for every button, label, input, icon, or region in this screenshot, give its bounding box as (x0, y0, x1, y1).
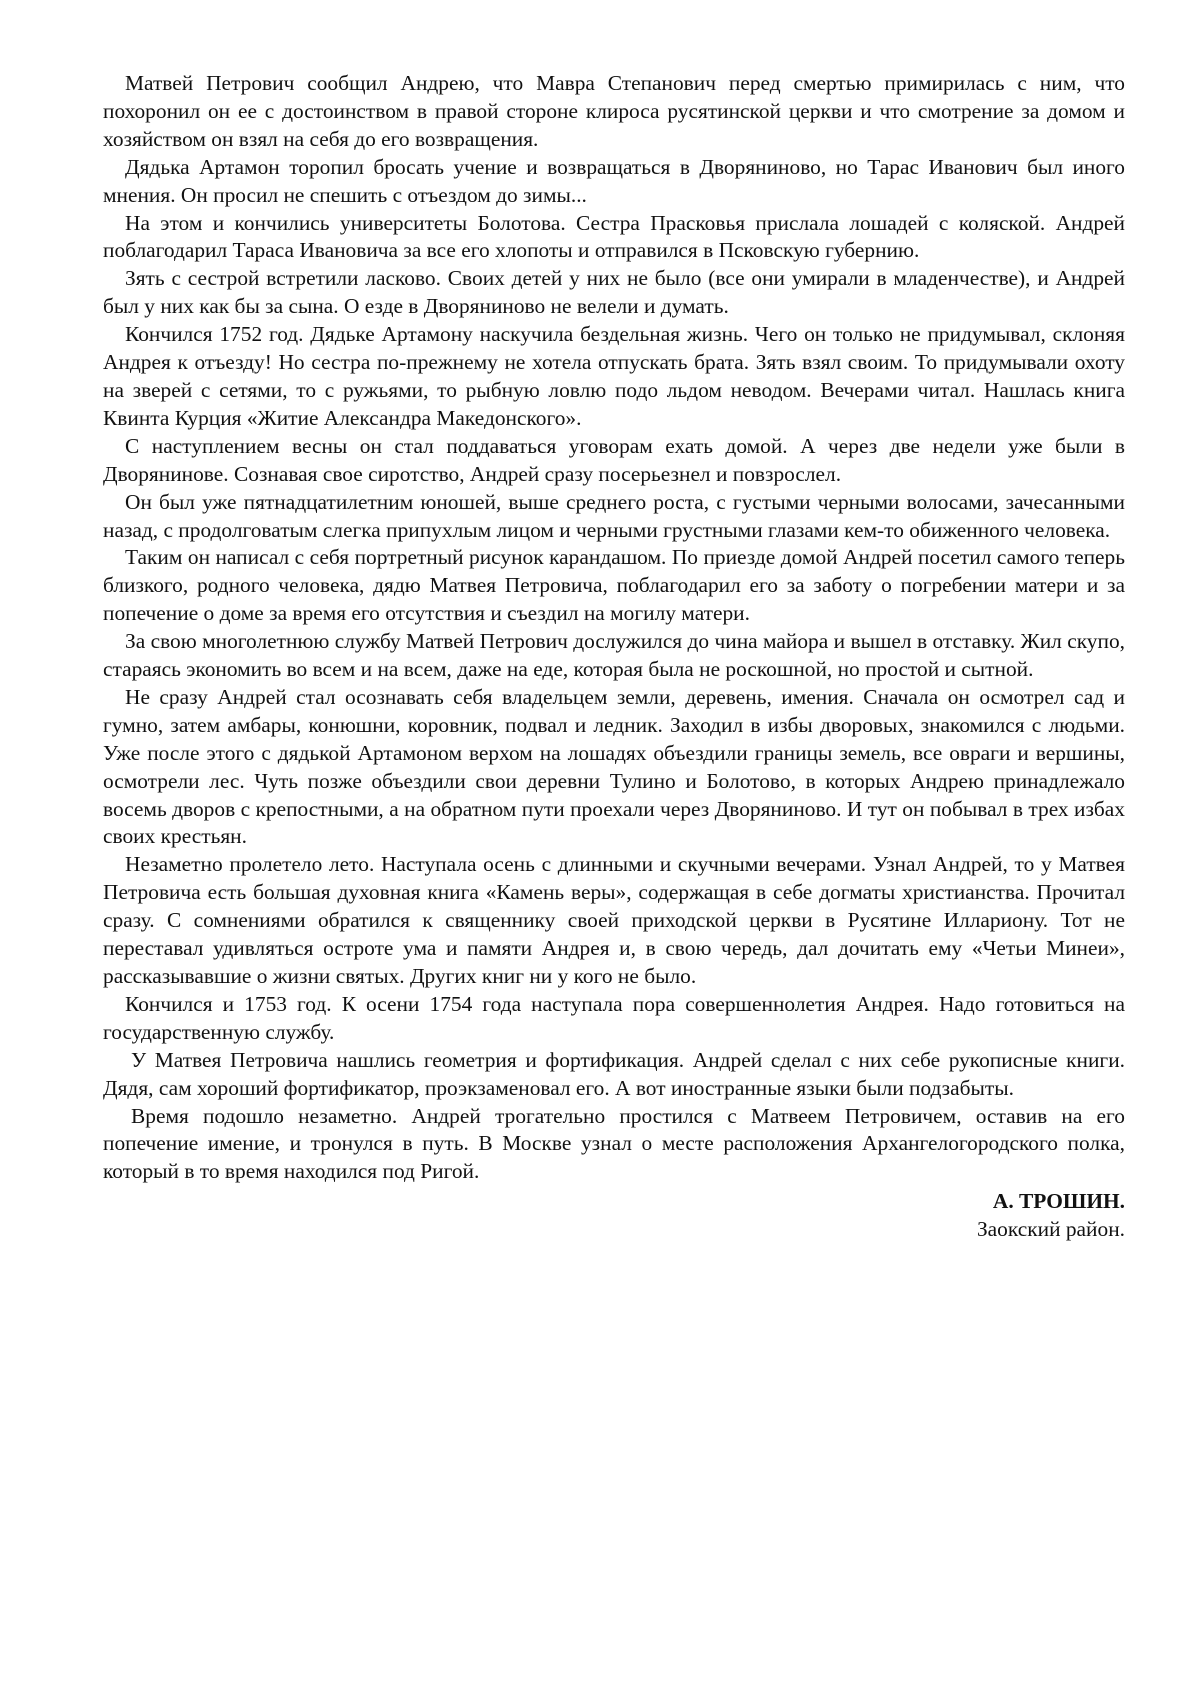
paragraph: Не сразу Андрей стал осознавать себя владельцем земли, деревень, имения. Сначала он осмотрел сад и гумно, затем амбары, конюшни, коровник, подвал и ледник. Заходил в избы дворовых, знакомился с людьми. Уже после этого с дядькой Артамоном верхом на лошадях объездили границы земель, все овраги и вершины, осмотрели лес. Чуть позже объездили свои деревни Тулино и Болотово, в которых Андрею принадлежало восемь дворов с крепостными, а на обратном пути проехали через Дворяниново. И тут он побывал в трех избах своих крестьян. (103, 684, 1125, 849)
paragraph: С наступлением весны он стал поддаваться уговорам ехать домой. А через две недели уже были в Дворянинове. Сознавая свое сиротство, Андрей сразу посерьезнел и повзрослел. (103, 433, 1125, 486)
article-body (103, 70, 1125, 1244)
paragraph: Время подошло незаметно. Андрей трогательно простился с Матвеем Петровичем, оставив на его попечение имение, и тронулся в путь. В Москве узнал о месте расположения Архангелогородского полка, который в то время находился под Ригой. (103, 1103, 1125, 1184)
paragraph: Кончился 1752 год. Дядьке Артамону наскучила бездельная жизнь. Чего он только не придумывал, склоняя Андрея к отъезду! Но сестра по-прежнему не хотела отпускать брата. Зять взял своим. То придумывали охоту на зверей с сетями, то с ружьями, то рыбную ловлю подо льдом неводом. Вечерами читал. Нашлась книга Квинта Курция «Житие Александра Македонского». (103, 322, 1125, 430)
paragraph: Он был уже пятнадцатилетним юношей, выше среднего роста, с густыми черными волосами, зачесанными назад, с продолговатым слегка припухлым лицом и черными грустными глазами кем-то обиженного человека. (103, 489, 1125, 542)
author-name: А. ТРОШИН. (992, 1189, 1125, 1214)
paragraph: Матвей Петрович сообщил Андрею, что Мавра Степанович перед смертью примирилась с ним, что похоронил он ее с достоинством в правой стороне клироса русятинской церкви и что смотрение за домом и хозяйством он взял на себя до его возвращения. (103, 71, 1125, 151)
signature (103, 1188, 1125, 1244)
paragraph: Незаметно пролетело лето. Наступала осень с длинными и скучными вечерами. Узнал Андрей, то у Матвея Петровича есть большая духовная книга «Камень веры», содержащая в себе догматы христианства. Прочитал сразу. С сомнениями обратился к священнику своей приходской церкви в Русятине Иллариону. Тот не переставал удивляться остроте ума и памяти Андрея и, в свою черeдь, дал дочитать ему «Четьи Минеи», рассказывавшие о жизни святых. Других книг ни у кого не было. (103, 852, 1125, 988)
paragraph: Кончился и 1753 год. К осени 1754 года наступала пора совершеннолетия Андрея. Надо готовиться на государственную службу. (103, 991, 1125, 1044)
paragraph: Дядька Артамон торопил бросать учение и возвращаться в Дворяниново, но Тарас Иванович был иного мнения. Он просил не спешить с отъездом до зимы... (103, 154, 1125, 207)
paragraph: Зять с сестрой встретили ласково. Своих детей у них не было (все они умирали в младенчестве), и Андрей был у них как бы за сына. О езде в Дворяниново не велели и думать. (103, 266, 1125, 319)
paragraph: У Матвея Петровича нашлись геометрия и фортификация. Андрей сделал с них себе рукописные книги. Дядя, сам хороший фортификатор, проэкзаменовал его. А вот иностранные языки были подзабыты. (103, 1047, 1125, 1100)
author-district: Заокский район. (976, 1217, 1125, 1242)
paragraph: Таким он написал с себя портретный рисунок карандашом. По приезде домой Андрей посетил самого теперь близкого, родного человека, дядю Матвея Петровича, поблагодарил его за заботу о погребении матери и за попечение о доме за время его отсутствия и съездил на могилу матери. (103, 545, 1125, 626)
paragraph: На этом и кончились университеты Болотова. Сестра Прасковья прислала лошадей с коляской. Андрей поблагодарил Тараса Ивановича за все его хлопоты и отправился в Псковскую губернию. (103, 210, 1125, 263)
paragraph: За свою многолетнюю службу Матвей Петрович дослужился до чина майора и вышел в отставку. Жил скупо, стараясь экономить во всем и на всем, даже на еде, которая была не роскошной, но простой и сытной. (103, 629, 1125, 682)
